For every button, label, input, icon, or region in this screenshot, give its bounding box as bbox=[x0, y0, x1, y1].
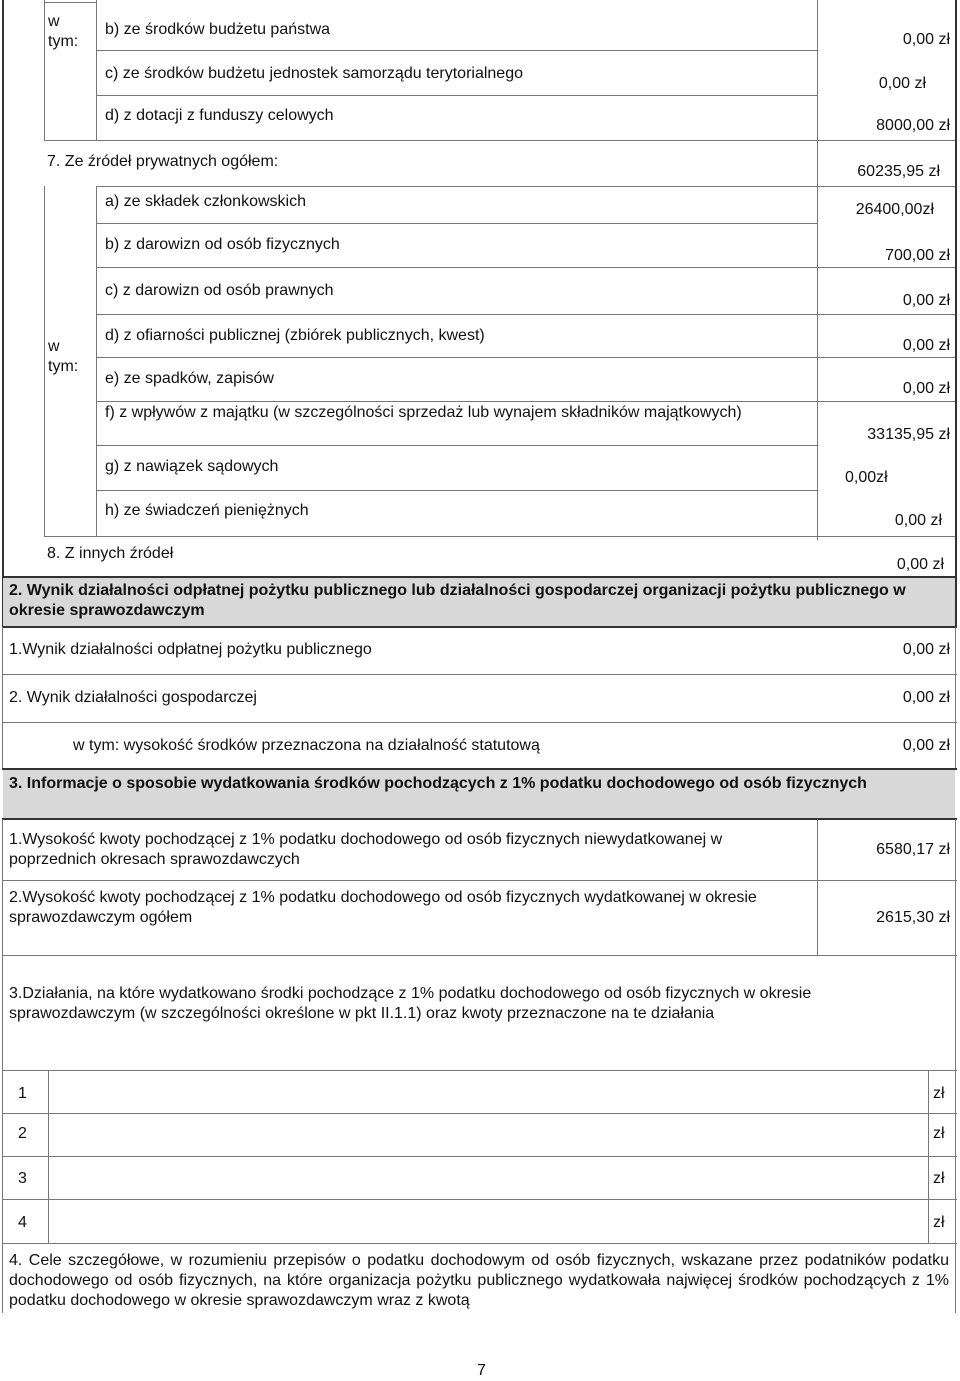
activity-row-currency: zł bbox=[933, 1125, 945, 1142]
other-sources-amount: 0,00 zł bbox=[896, 556, 944, 573]
activity-row-number: 1 bbox=[18, 1085, 27, 1102]
private-row-amount: 26400,00zł bbox=[855, 201, 934, 218]
budget-row-label: d) z dotacji z funduszy celowych bbox=[105, 107, 334, 124]
budget-row-amount: 8000,00 zł bbox=[876, 117, 950, 134]
section2-row-amount: 0,00 zł bbox=[902, 689, 950, 706]
private-row-label: f) z wpływów z majątku (w szczególności sprzedaż lub wynajem składników majątkowych) bbox=[105, 404, 742, 421]
private-sources-label: 7. Ze źródeł prywatnych ogółem: bbox=[47, 153, 279, 170]
activity-row-input[interactable] bbox=[49, 1114, 927, 1156]
section2-row-amount: 0,00 zł bbox=[902, 641, 950, 658]
other-sources-label: 8. Z innych źródeł bbox=[47, 545, 174, 562]
section2-row-label: 1.Wynik działalności odpłatnej pożytku publicznego bbox=[9, 641, 372, 658]
private-row-label: g) z nawiązek sądowych bbox=[105, 458, 279, 475]
section3-title: 3. Informacje o sposobie wydatkowania środków pochodzących z 1% podatku dochodowego od osób fizycznych bbox=[9, 775, 867, 792]
section3-goals-label: 4. Cele szczegółowe, w rozumieniu przepisów o podatku dochodowym od osób fizycznych, wskazane przez podatników podatku dochodowego od osób fizycznych, na które organizacja pożytku publicznego wydatkowała najwięcej środków pochodzących z 1% podatku dochodowego w okresie sprawozdawczym wraz z kwotą bbox=[9, 1252, 949, 1309]
section2-title: 2. Wynik działalności odpłatnej pożytku publicznego lub działalności gospodarczej organizacji pożytku publicznego w okresie sprawozdawczym bbox=[9, 582, 906, 619]
activity-row-input[interactable] bbox=[49, 1200, 927, 1242]
activity-row-currency: zł bbox=[933, 1170, 945, 1187]
private-row-amount: 0,00 zł bbox=[902, 337, 950, 354]
activity-row-input[interactable] bbox=[49, 1071, 927, 1113]
private-row-label: c) z darowizn od osób prawnych bbox=[105, 282, 334, 299]
private-row-label: d) z ofiarności publicznej (zbiórek publicznych, kwest) bbox=[105, 327, 485, 344]
activity-row-input[interactable] bbox=[49, 1157, 927, 1199]
private-row-amount: 0,00 zł bbox=[902, 292, 950, 309]
page-number: 7 bbox=[477, 1362, 486, 1379]
w-tym-label: w tym: bbox=[48, 13, 79, 50]
private-sources-amount: 60235,95 zł bbox=[857, 163, 940, 180]
private-row-amount: 0,00zł bbox=[845, 469, 888, 486]
w-tym-label: w tym: bbox=[48, 338, 79, 375]
activity-row-currency: zł bbox=[933, 1214, 945, 1231]
activity-row-currency: zł bbox=[933, 1085, 945, 1102]
section3-row-amount: 2615,30 zł bbox=[876, 909, 950, 926]
private-row-label: h) ze świadczeń pieniężnych bbox=[105, 502, 309, 519]
private-row-label: a) ze składek członkowskich bbox=[105, 193, 306, 210]
activity-row-number: 3 bbox=[18, 1170, 27, 1187]
section3-activities-label: 3.Działania, na które wydatkowano środki pochodzące z 1% podatku dochodowego od osób fizycznych w okresie sprawozdawczym (w szczególności określone w pkt II.1.1) oraz kwoty przeznaczone na te działania bbox=[9, 985, 812, 1022]
private-row-amount: 0,00 zł bbox=[902, 380, 950, 397]
private-row-label: e) ze spadków, zapisów bbox=[105, 370, 274, 387]
section3-row-label: 2.Wysokość kwoty pochodzącej z 1% podatku dochodowego od osób fizycznych wydatkowanej w okresie sprawozdawczym ogółem bbox=[9, 889, 757, 926]
activity-row-number: 2 bbox=[18, 1125, 27, 1142]
section3-row-amount: 6580,17 zł bbox=[876, 841, 950, 858]
budget-row-amount: 0,00 zł bbox=[878, 75, 926, 92]
private-row-amount: 33135,95 zł bbox=[867, 426, 950, 443]
budget-row-amount: 0,00 zł bbox=[902, 31, 950, 48]
budget-row-label: b) ze środków budżetu państwa bbox=[105, 21, 331, 38]
private-row-amount: 0,00 zł bbox=[894, 512, 942, 529]
activity-row-number: 4 bbox=[18, 1214, 27, 1231]
private-row-label: b) z darowizn od osób fizycznych bbox=[105, 236, 340, 253]
section2-row-label: 2. Wynik działalności gospodarczej bbox=[9, 689, 257, 706]
section2-row-amount: 0,00 zł bbox=[902, 737, 950, 754]
section3-row-label: 1.Wysokość kwoty pochodzącej z 1% podatku dochodowego od osób fizycznych niewydatkowanej w poprzednich okresach sprawozdawczych bbox=[9, 831, 723, 868]
section2-row-label: w tym: wysokość środków przeznaczona na działalność statutową bbox=[73, 737, 540, 754]
budget-row-label: c) ze środków budżetu jednostek samorządu terytorialnego bbox=[105, 65, 523, 82]
private-row-amount: 700,00 zł bbox=[885, 247, 950, 264]
